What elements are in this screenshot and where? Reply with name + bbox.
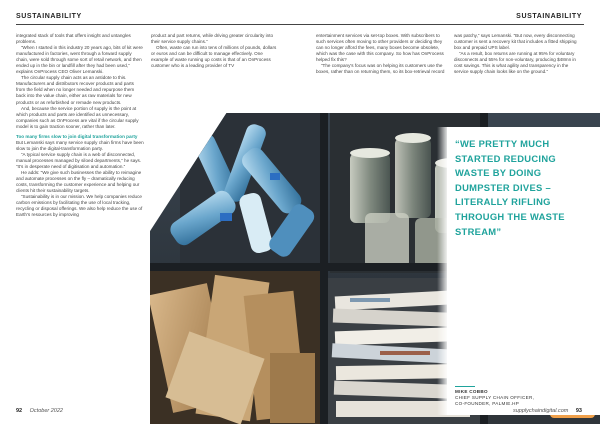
body-paragraph: integrated stack of tools that offers insight and untangles problems.: [16, 33, 131, 45]
footer-left: [16, 408, 63, 414]
page-number-left: 92: [16, 408, 23, 414]
attribution-rule: [455, 386, 475, 387]
issue-date: October 2022: [29, 408, 63, 414]
article-column-4: [454, 33, 584, 75]
section-label-left: SUSTAINABILITY: [16, 13, 82, 20]
publication-website: supplychaindigital.com: [513, 408, 569, 414]
attribution-role-line: CHIEF SUPPLY CHAIN OFFICER,: [455, 395, 535, 400]
attribution-role-line: CO-FOUNDER, PALMIE.HP: [455, 401, 520, 406]
footer-right: [513, 408, 582, 414]
body-paragraph: entertainment services via set-top boxes. With subscribers to such services often moving to other providers or deciding they can no longer afford the fees, many boxes become obsolete, which was the case with this company. So how has OnProcess helped fix this?: [316, 33, 444, 63]
section-label-right: SUSTAINABILITY: [516, 13, 582, 20]
header-rule: [16, 24, 584, 25]
body-paragraph: He adds: “We give such businesses the ability to reimagine and automate processes on the fly – dramatically reducing costs, transforming the customer experience and helping our clients hit their sustainability targets.: [16, 170, 142, 194]
body-paragraph: “The company’s focus was on helping its customers use the boxes, rather than on returning them, so its box-retrieval record: [316, 63, 445, 75]
body-paragraph: “As a result, box returns are running at 95% for voluntary disconnects and 55% for non-voluntary, producing $48mn in cost savings. This is what agility and transparency in the service supply chain looks like on the ground.”: [454, 51, 576, 75]
pull-quote-panel: [447, 127, 600, 415]
attribution-name: MIKE COBBO: [455, 389, 488, 394]
body-paragraph: The circular supply chain acts as an antidote to this. Manufacturers and distributors recover products and parts from the field when no longer needed and repurpose them back into the value chain, either as raw materials for new products or as refurbished or remade new products.: [16, 75, 135, 105]
body-paragraph: “A typical service supply chain is a web of disconnected, manual processes managed by siloed departments,” he says. “It’s in desperate need of digitisation and automation.”: [16, 151, 142, 169]
article-column-1: [16, 33, 144, 218]
page-number-right: 93: [575, 408, 582, 414]
body-paragraph: “When I started in this industry 20 years ago, bits of kit were manufactured in factories, went through a forward supply chain, were sold through some sort of retail network, and then ended up in the bin or landfill after they had been used,” explains OnProcess CEO Oliver Lemanski.: [16, 45, 143, 75]
attribution-role: [455, 395, 534, 407]
body-paragraph: “Sustainability is in our mission. We help companies reduce carbon emissions by facilitating the use of local tracking, recycling or disposal offerings. We also help reduce the use of Earth’s resources by improving: [16, 194, 143, 218]
subheading: Too many firms slow to join digital transformation party: [16, 133, 138, 139]
body-paragraph: Often, waste can run into tens of millions of pounds, dollars or euros and can be difficult to manage effectively. One example of waste running up costs is that of an OnProcess customer who is a leading provider of TV: [151, 45, 277, 69]
body-paragraph: But Lemanski says many service supply chain firms have been slow to join the digital-transformation party.: [16, 139, 144, 151]
article-column-3: [316, 33, 446, 75]
article-column-2: [151, 33, 279, 69]
pull-quote-text: “WE PRETTY MUCH STARTED REDUCING WASTE BY DOING DUMPSTER DIVES – LITERALLY RIFLING THROUGH THE WASTE STREAM”: [455, 138, 565, 237]
body-paragraph: And, because the service portion of supply is the point at which products and parts are identified as unnecessary, companies such as OnProcess are vital if the circular supply model is to gain traction sooner, rather than later.: [16, 105, 139, 129]
body-paragraph: was patchy,” says Lemanski. “But now, every disconnecting customer is sent a recovery kit that includes a fitted shipping box and prepaid UPS label.: [454, 33, 577, 51]
body-paragraph: product and part returns, while driving greater circularity into their service supply chains.”: [151, 33, 274, 45]
